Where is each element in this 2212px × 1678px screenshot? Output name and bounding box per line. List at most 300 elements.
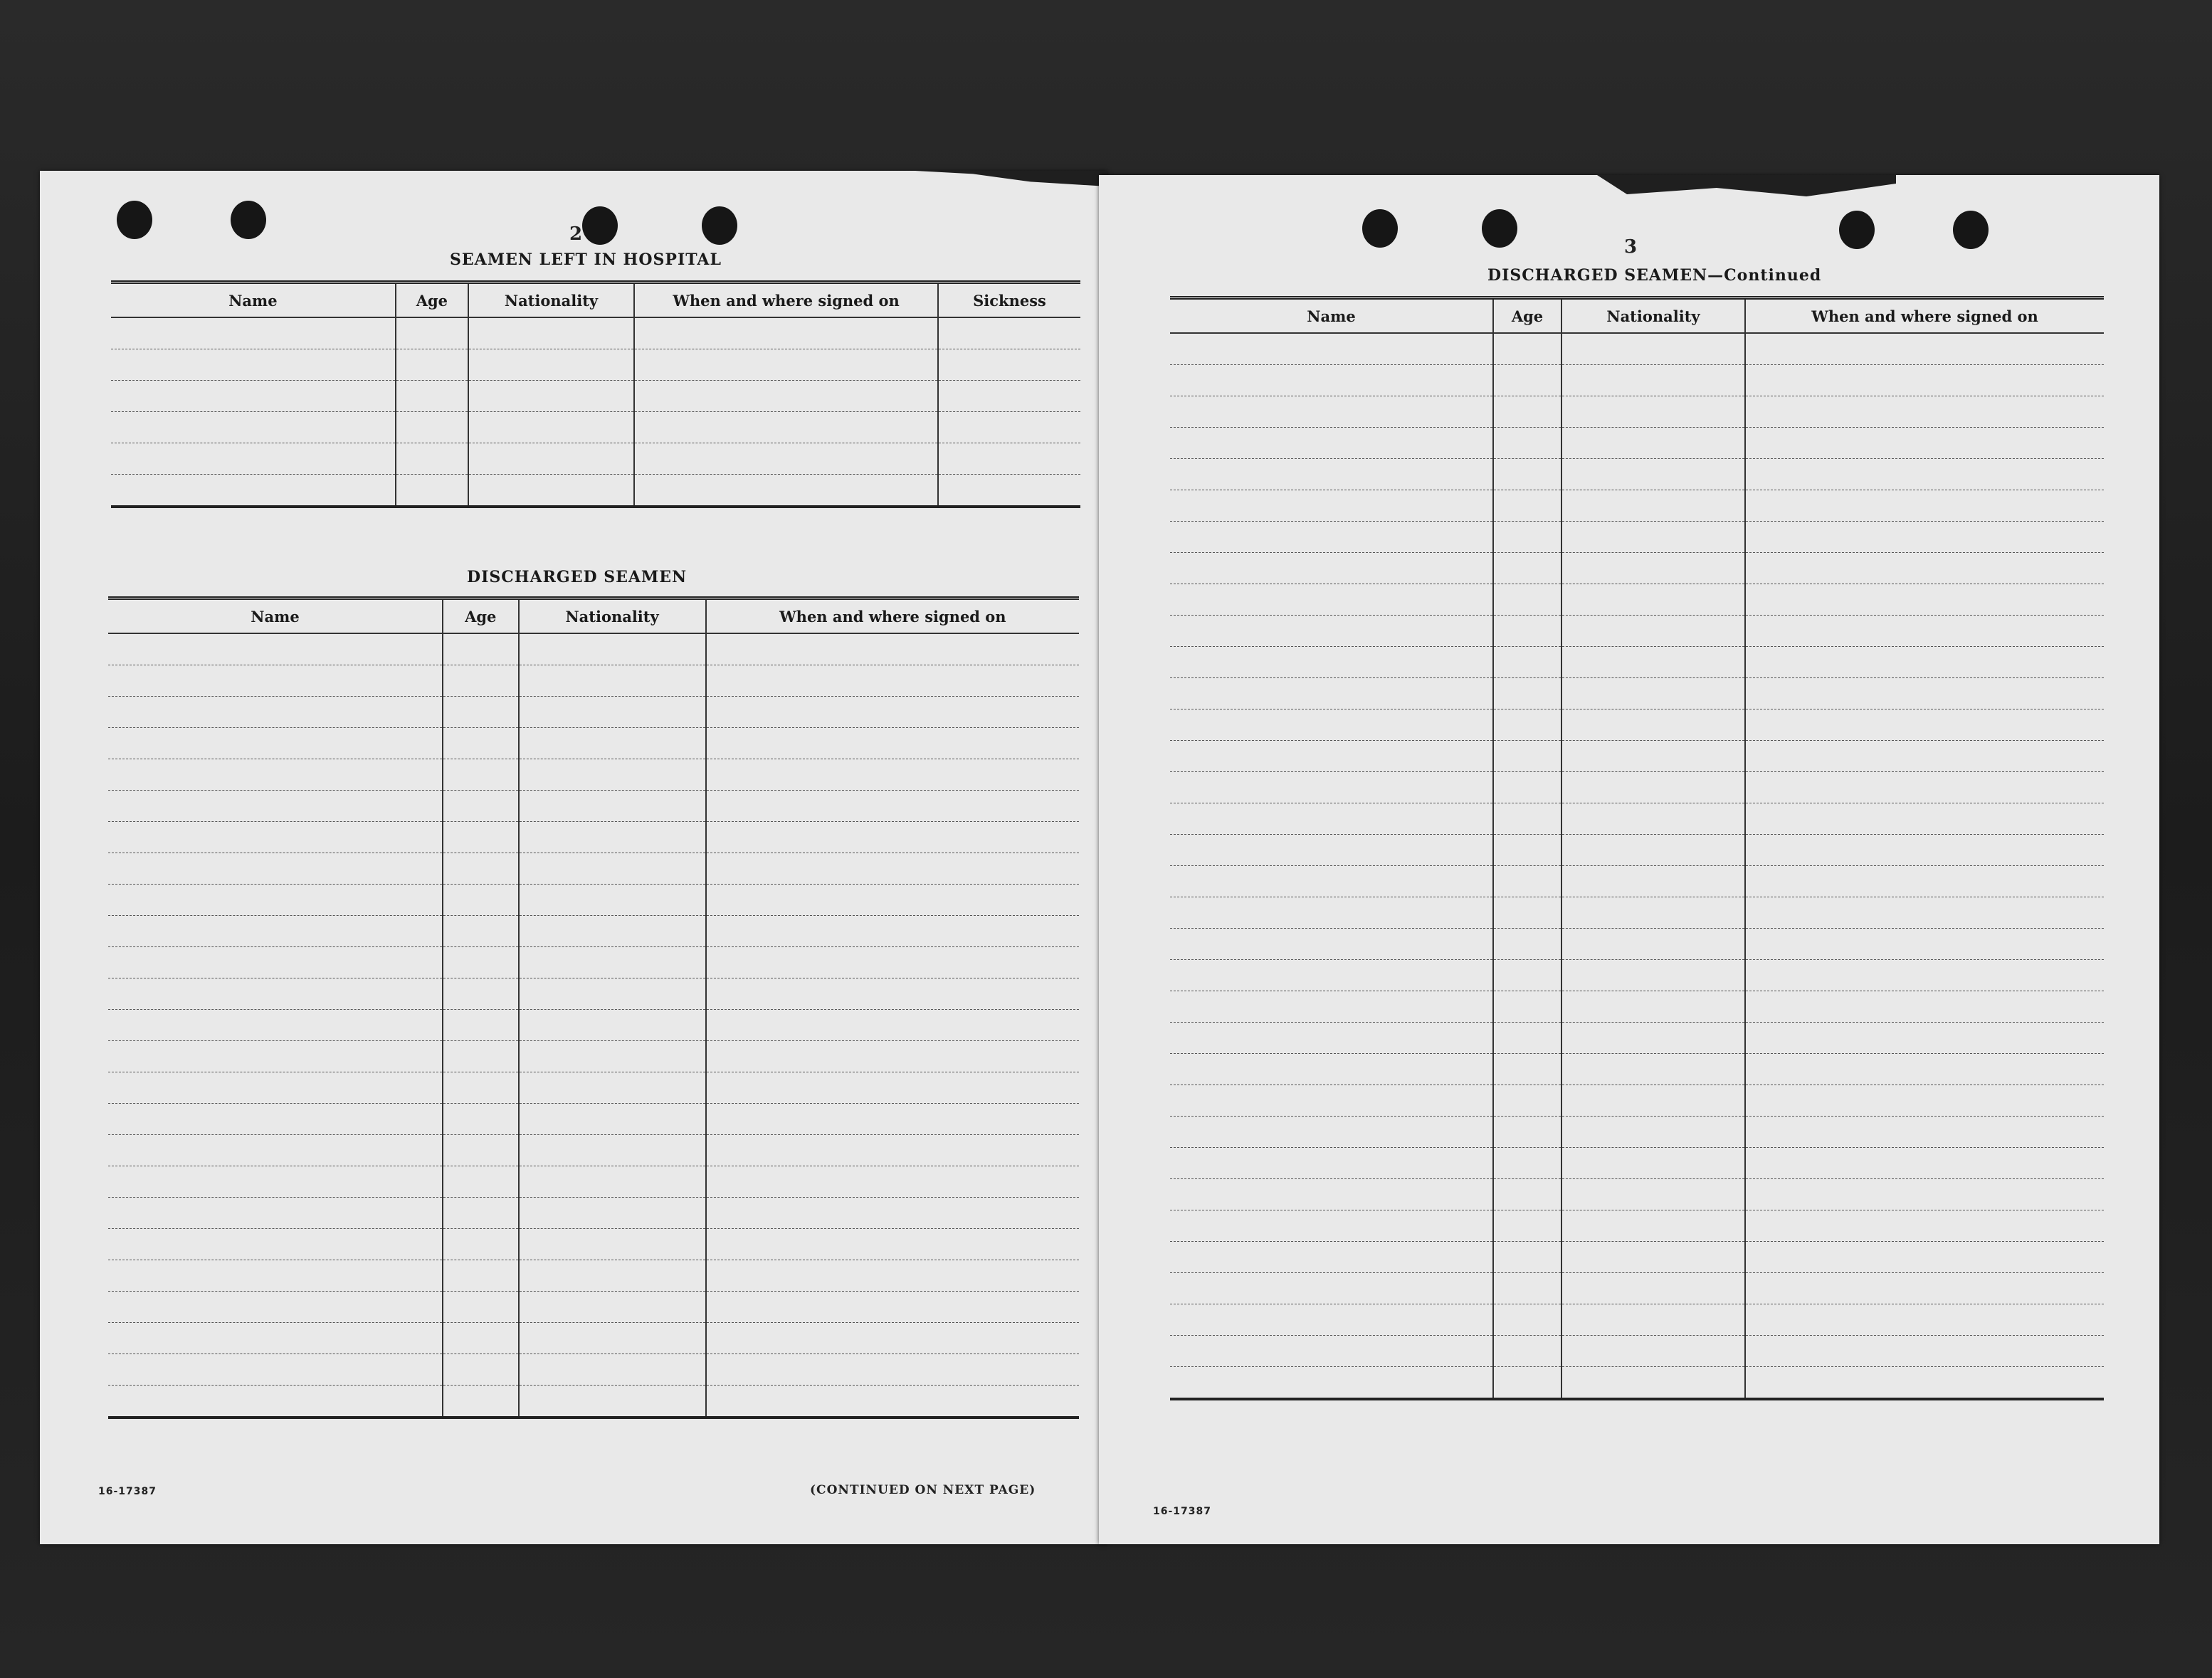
blank-cell	[396, 412, 468, 443]
blank-cell	[1745, 1148, 2104, 1179]
blank-cell	[443, 1010, 519, 1041]
blank-cell	[519, 1323, 706, 1354]
blank-cell	[443, 633, 519, 665]
blank-cell	[1561, 866, 1745, 897]
blank-cell	[519, 697, 706, 728]
blank-cell	[706, 947, 1079, 978]
blank-cell	[1561, 1179, 1745, 1210]
table-row	[1170, 991, 2104, 1023]
blank-cell	[1170, 1242, 1493, 1273]
blank-cell	[1745, 1179, 2104, 1210]
blank-cell	[108, 728, 443, 759]
table-row	[1170, 1210, 2104, 1242]
blank-cell	[1170, 1023, 1493, 1054]
table-row	[108, 853, 1079, 885]
column-header: Name	[108, 598, 443, 634]
column-header: Name	[111, 283, 396, 318]
continued-note: (CONTINUED ON NEXT PAGE)	[810, 1483, 1036, 1497]
table-row	[1170, 741, 2104, 772]
table-row	[1170, 960, 2104, 991]
blank-cell	[1745, 396, 2104, 428]
blank-cell	[1745, 929, 2104, 960]
blank-cell	[1561, 1336, 1745, 1367]
table-row	[1170, 897, 2104, 929]
blank-cell	[1561, 616, 1745, 647]
blank-cell	[1561, 1304, 1745, 1336]
blank-cell	[443, 885, 519, 916]
right-page	[1099, 175, 2159, 1544]
column-header: Nationality	[1561, 298, 1745, 334]
table-row	[108, 665, 1079, 697]
page-number: 3	[1624, 236, 1638, 258]
blank-cell	[1493, 365, 1561, 396]
blank-cell	[1561, 459, 1745, 490]
table-row	[108, 1198, 1079, 1229]
table-row	[1170, 1023, 2104, 1054]
blank-cell	[519, 665, 706, 697]
table-row	[1170, 584, 2104, 616]
blank-cell	[108, 665, 443, 697]
blank-cell	[108, 853, 443, 885]
table-row	[108, 1260, 1079, 1292]
blank-cell	[706, 1354, 1079, 1386]
blank-cell	[706, 759, 1079, 791]
blank-cell	[1745, 1054, 2104, 1085]
blank-cell	[108, 1104, 443, 1135]
table-row	[1170, 459, 2104, 490]
blank-cell	[1170, 647, 1493, 678]
table-row	[1170, 1148, 2104, 1179]
blank-cell	[1561, 365, 1745, 396]
blank-cell	[1745, 647, 2104, 678]
blank-cell	[1493, 396, 1561, 428]
blank-cell	[1170, 772, 1493, 803]
table-row	[1170, 522, 2104, 553]
blank-cell	[1745, 678, 2104, 709]
blank-cell	[1561, 991, 1745, 1023]
blank-cell	[1493, 522, 1561, 553]
blank-cell	[519, 1260, 706, 1292]
blank-cell	[1493, 1336, 1561, 1367]
blank-cell	[706, 1041, 1079, 1072]
blank-cell	[1561, 1023, 1745, 1054]
blank-cell	[1170, 365, 1493, 396]
table-row	[108, 633, 1079, 665]
blank-cell	[706, 1292, 1079, 1323]
blank-cell	[1561, 1273, 1745, 1304]
blank-cell	[396, 381, 468, 412]
punch-hole	[582, 206, 618, 245]
blank-cell	[1745, 584, 2104, 616]
table-row	[1170, 678, 2104, 709]
blank-cell	[706, 853, 1079, 885]
blank-cell	[108, 1166, 443, 1198]
blank-cell	[706, 1104, 1079, 1135]
blank-cell	[443, 1386, 519, 1418]
blank-cell	[1561, 835, 1745, 866]
blank-cell	[706, 1198, 1079, 1229]
blank-cell	[634, 475, 938, 507]
blank-cell	[108, 885, 443, 916]
blank-cell	[443, 1072, 519, 1104]
blank-cell	[706, 1323, 1079, 1354]
blank-cell	[706, 1260, 1079, 1292]
blank-cell	[468, 349, 634, 381]
blank-cell	[519, 1072, 706, 1104]
blank-cell	[1561, 428, 1745, 459]
column-header: Sickness	[938, 283, 1080, 318]
blank-cell	[1561, 396, 1745, 428]
hospital-table-header	[111, 283, 1080, 318]
blank-cell	[1170, 1085, 1493, 1117]
blank-cell	[1745, 1242, 2104, 1273]
punch-hole	[1362, 209, 1398, 248]
blank-cell	[1170, 396, 1493, 428]
table-row	[1170, 616, 2104, 647]
blank-cell	[519, 885, 706, 916]
blank-cell	[108, 697, 443, 728]
blank-cell	[1493, 553, 1561, 584]
blank-cell	[1170, 960, 1493, 991]
blank-cell	[1561, 1117, 1745, 1148]
blank-cell	[1493, 1085, 1561, 1117]
blank-cell	[1561, 741, 1745, 772]
blank-cell	[1493, 1304, 1561, 1336]
blank-cell	[468, 443, 634, 475]
left-page	[40, 171, 1107, 1544]
table-row	[108, 885, 1079, 916]
blank-cell	[1170, 929, 1493, 960]
table-row	[108, 1323, 1079, 1354]
table-row	[111, 349, 1080, 381]
blank-cell	[1493, 866, 1561, 897]
blank-cell	[519, 791, 706, 822]
blank-cell	[1745, 991, 2104, 1023]
table-row	[1170, 647, 2104, 678]
blank-cell	[1745, 741, 2104, 772]
table-row	[1170, 1304, 2104, 1336]
blank-cell	[108, 947, 443, 978]
table-row	[1170, 333, 2104, 365]
blank-cell	[1493, 1273, 1561, 1304]
blank-cell	[1745, 428, 2104, 459]
blank-cell	[396, 475, 468, 507]
blank-cell	[1745, 522, 2104, 553]
blank-cell	[1745, 459, 2104, 490]
blank-cell	[634, 443, 938, 475]
blank-cell	[1493, 835, 1561, 866]
blank-cell	[443, 697, 519, 728]
blank-cell	[1745, 1210, 2104, 1242]
table-row	[1170, 1367, 2104, 1400]
blank-cell	[938, 381, 1080, 412]
blank-cell	[1561, 897, 1745, 929]
blank-cell	[108, 1354, 443, 1386]
blank-cell	[1170, 866, 1493, 897]
table-row	[1170, 365, 2104, 396]
form-number: 16-17387	[98, 1486, 157, 1497]
column-header: When and where signed on	[1745, 298, 2104, 334]
blank-cell	[443, 665, 519, 697]
blank-cell	[1493, 647, 1561, 678]
blank-cell	[1170, 428, 1493, 459]
blank-cell	[108, 1010, 443, 1041]
blank-cell	[1493, 333, 1561, 365]
blank-cell	[1170, 1304, 1493, 1336]
blank-cell	[443, 1041, 519, 1072]
table-row	[1170, 1179, 2104, 1210]
table-row	[111, 317, 1080, 349]
blank-cell	[519, 853, 706, 885]
blank-cell	[443, 791, 519, 822]
blank-cell	[519, 1041, 706, 1072]
table-row	[108, 697, 1079, 728]
blank-cell	[938, 412, 1080, 443]
blank-cell	[634, 317, 938, 349]
blank-cell	[1745, 1117, 2104, 1148]
table-row	[111, 412, 1080, 443]
blank-cell	[1170, 490, 1493, 522]
blank-cell	[443, 1260, 519, 1292]
blank-cell	[443, 1229, 519, 1260]
blank-cell	[1561, 1148, 1745, 1179]
blank-cell	[706, 665, 1079, 697]
blank-cell	[1745, 490, 2104, 522]
blank-cell	[1170, 678, 1493, 709]
blank-cell	[1493, 678, 1561, 709]
blank-cell	[519, 1292, 706, 1323]
discharged-table	[108, 596, 1079, 1419]
blank-cell	[1170, 835, 1493, 866]
table-row	[1170, 709, 2104, 741]
blank-cell	[443, 1354, 519, 1386]
blank-cell	[396, 349, 468, 381]
table-row	[108, 1386, 1079, 1418]
blank-cell	[1745, 897, 2104, 929]
blank-cell	[1170, 553, 1493, 584]
blank-cell	[1170, 459, 1493, 490]
punch-hole	[1839, 211, 1875, 249]
blank-cell	[1170, 616, 1493, 647]
blank-cell	[1561, 1367, 1745, 1400]
punch-hole	[231, 201, 266, 239]
blank-cell	[1493, 1242, 1561, 1273]
blank-cell	[1561, 553, 1745, 584]
blank-cell	[468, 317, 634, 349]
table-row	[1170, 1117, 2104, 1148]
table-row	[1170, 553, 2104, 584]
blank-cell	[1745, 803, 2104, 835]
blank-cell	[108, 1323, 443, 1354]
blank-cell	[108, 759, 443, 791]
blank-cell	[519, 822, 706, 853]
blank-cell	[1493, 1367, 1561, 1400]
blank-cell	[1493, 741, 1561, 772]
blank-cell	[519, 633, 706, 665]
blank-cell	[1170, 741, 1493, 772]
table-row	[108, 1292, 1079, 1323]
table-row	[108, 728, 1079, 759]
blank-cell	[111, 381, 396, 412]
blank-cell	[1745, 333, 2104, 365]
blank-cell	[443, 728, 519, 759]
table-row	[1170, 1336, 2104, 1367]
blank-cell	[706, 728, 1079, 759]
blank-cell	[706, 1135, 1079, 1166]
section-title-hospital: SEAMEN LEFT IN HOSPITAL	[450, 250, 722, 269]
blank-cell	[706, 1166, 1079, 1198]
blank-cell	[111, 412, 396, 443]
blank-cell	[1493, 584, 1561, 616]
blank-cell	[1745, 960, 2104, 991]
table-row	[108, 1135, 1079, 1166]
blank-cell	[519, 1386, 706, 1418]
table-row	[1170, 835, 2104, 866]
blank-cell	[111, 317, 396, 349]
blank-cell	[1745, 553, 2104, 584]
blank-cell	[1561, 709, 1745, 741]
blank-cell	[1170, 991, 1493, 1023]
table-row	[108, 1229, 1079, 1260]
blank-cell	[1561, 772, 1745, 803]
blank-cell	[1493, 709, 1561, 741]
table-row	[1170, 490, 2104, 522]
blank-cell	[468, 412, 634, 443]
blank-cell	[1493, 1210, 1561, 1242]
blank-cell	[706, 1072, 1079, 1104]
table-row	[108, 1354, 1079, 1386]
blank-cell	[706, 791, 1079, 822]
blank-cell	[443, 1323, 519, 1354]
blank-cell	[1170, 897, 1493, 929]
table-row	[1170, 1242, 2104, 1273]
table-row	[111, 381, 1080, 412]
blank-cell	[1493, 1117, 1561, 1148]
table-row	[1170, 1085, 2104, 1117]
blank-cell	[443, 759, 519, 791]
blank-cell	[1561, 333, 1745, 365]
blank-cell	[1745, 1023, 2104, 1054]
blank-cell	[443, 853, 519, 885]
blank-cell	[1561, 929, 1745, 960]
blank-cell	[443, 1198, 519, 1229]
blank-cell	[1561, 1085, 1745, 1117]
table-row	[1170, 428, 2104, 459]
blank-cell	[443, 1292, 519, 1323]
blank-cell	[1561, 678, 1745, 709]
table-row	[1170, 1273, 2104, 1304]
blank-cell	[1493, 1023, 1561, 1054]
blank-cell	[1745, 1273, 2104, 1304]
blank-cell	[634, 381, 938, 412]
blank-cell	[468, 381, 634, 412]
blank-cell	[1493, 1054, 1561, 1085]
blank-cell	[706, 1386, 1079, 1418]
blank-cell	[1561, 490, 1745, 522]
blank-cell	[1170, 1367, 1493, 1400]
table-row	[108, 916, 1079, 947]
blank-cell	[1493, 428, 1561, 459]
blank-cell	[1561, 522, 1745, 553]
blank-cell	[443, 1104, 519, 1135]
blank-cell	[443, 822, 519, 853]
discharged-continued-table	[1170, 296, 2104, 1400]
blank-cell	[519, 1135, 706, 1166]
column-header: Age	[443, 598, 519, 634]
discharged-continued-table-header	[1170, 298, 2104, 334]
blank-cell	[938, 317, 1080, 349]
blank-cell	[1745, 866, 2104, 897]
form-number: 16-17387	[1153, 1506, 1211, 1517]
table-row	[1170, 803, 2104, 835]
blank-cell	[1493, 897, 1561, 929]
blank-cell	[1561, 960, 1745, 991]
blank-cell	[108, 822, 443, 853]
blank-cell	[1561, 1054, 1745, 1085]
blank-cell	[1493, 490, 1561, 522]
table-row	[111, 443, 1080, 475]
blank-cell	[1170, 1148, 1493, 1179]
blank-cell	[519, 1354, 706, 1386]
blank-cell	[111, 349, 396, 381]
blank-cell	[1170, 1336, 1493, 1367]
blank-cell	[1493, 960, 1561, 991]
blank-cell	[1170, 803, 1493, 835]
blank-cell	[443, 1166, 519, 1198]
blank-cell	[396, 443, 468, 475]
blank-cell	[519, 978, 706, 1010]
blank-cell	[1170, 584, 1493, 616]
blank-cell	[519, 759, 706, 791]
table-row	[108, 759, 1079, 791]
blank-cell	[1170, 1117, 1493, 1148]
blank-cell	[1493, 772, 1561, 803]
blank-cell	[108, 1292, 443, 1323]
blank-cell	[108, 1386, 443, 1418]
blank-cell	[1170, 1179, 1493, 1210]
blank-cell	[1493, 929, 1561, 960]
blank-cell	[1745, 835, 2104, 866]
blank-cell	[634, 412, 938, 443]
blank-cell	[706, 1229, 1079, 1260]
blank-cell	[443, 978, 519, 1010]
blank-cell	[1493, 616, 1561, 647]
blank-cell	[1170, 709, 1493, 741]
blank-cell	[519, 1166, 706, 1198]
section-title-discharged: DISCHARGED SEAMEN	[467, 568, 688, 586]
blank-cell	[108, 1135, 443, 1166]
blank-cell	[938, 349, 1080, 381]
blank-cell	[108, 1072, 443, 1104]
torn-edge	[915, 171, 1107, 186]
punch-hole	[1482, 209, 1517, 248]
punch-hole	[1953, 211, 1989, 249]
column-header: Nationality	[519, 598, 706, 634]
blank-cell	[1493, 991, 1561, 1023]
blank-cell	[1493, 459, 1561, 490]
blank-cell	[1170, 522, 1493, 553]
blank-cell	[468, 475, 634, 507]
column-header: When and where signed on	[706, 598, 1079, 634]
blank-cell	[519, 1198, 706, 1229]
blank-cell	[1170, 1054, 1493, 1085]
blank-cell	[706, 885, 1079, 916]
blank-cell	[108, 1229, 443, 1260]
blank-cell	[1170, 1210, 1493, 1242]
blank-cell	[706, 633, 1079, 665]
blank-cell	[1561, 647, 1745, 678]
blank-cell	[634, 349, 938, 381]
